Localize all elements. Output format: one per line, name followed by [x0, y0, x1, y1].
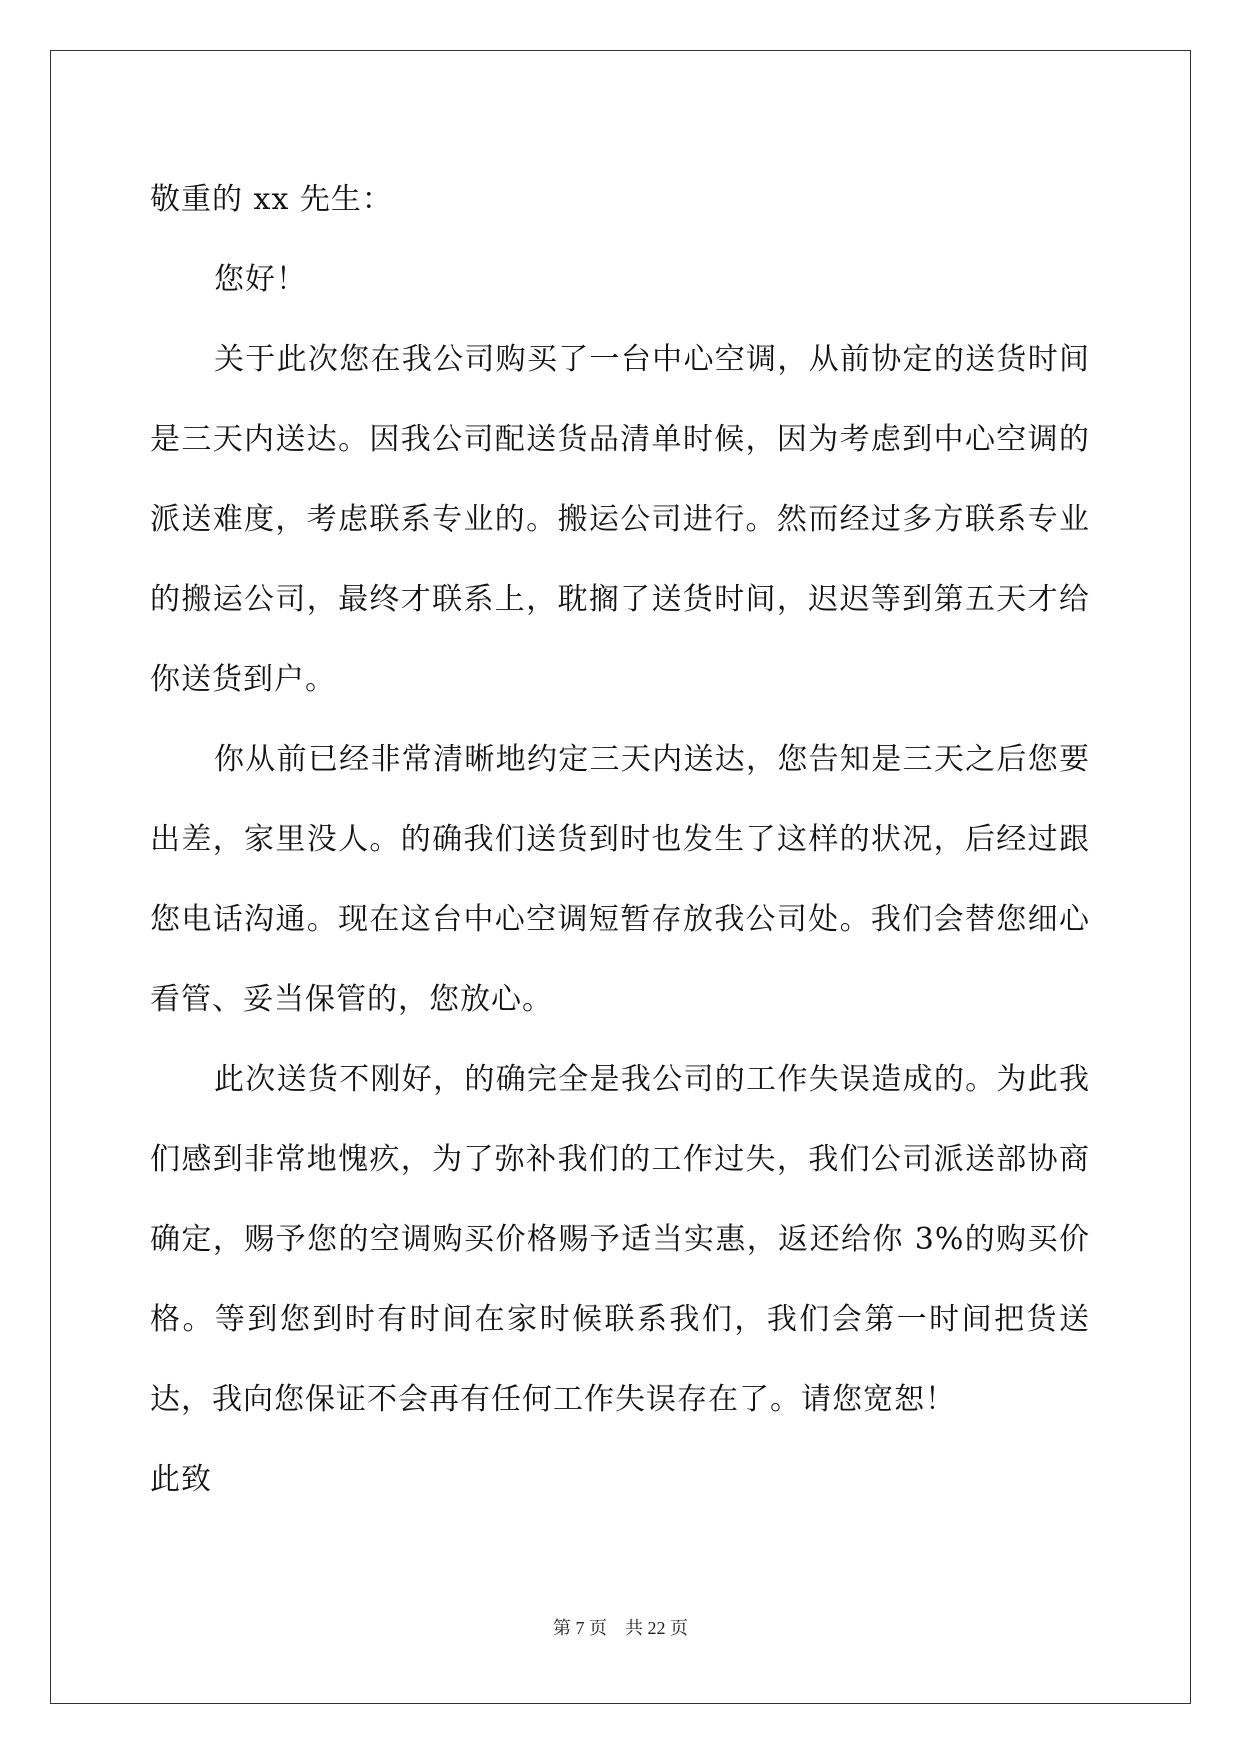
current-page-label: 第 7 页 — [553, 1618, 607, 1638]
paragraph-3: 此次送货不刚好，的确完全是我公司的工作失误造成的。为此我们感到非常地愧疚，为了弥补我们的工作过失，我们公司派送部协商确定，赐予您的空调购买价格赐予适当实惠，返还给你 3%的购买价格。等到您到时有时间在家时候联系我们，我们会第一时间把货送达，我向您保证不会再有任何工作失误存在了。请您宽恕！ — [150, 1062, 1090, 1417]
paragraph-2: 你从前已经非常清晰地约定三天内送达，您告知是三天之后您要出差，家里没人。的确我们送货到时也发生了这样的状况，后经过跟您电话沟通。现在这台中心空调短暂存放我公司处。我们会替您细心看管、妥当保管的，您放心。 — [150, 742, 1090, 1017]
salutation: 敬重的 xx 先生： — [150, 182, 393, 217]
letter-body — [150, 160, 1090, 1520]
paragraph-1: 关于此次您在我公司购买了一台中心空调，从前协定的送货时间是三天内送达。因我公司配送货品清单时候，因为考虑到中心空调的派送难度，考虑联系专业的。搬运公司进行。然而经过多方联系专业的搬运公司，最终才联系上，耽搁了送货时间，迟迟等到第五天才给你送货到户。 — [150, 342, 1090, 697]
greeting: 您好！ — [214, 262, 307, 297]
closing: 此致 — [150, 1462, 212, 1497]
page-footer — [0, 1614, 1241, 1640]
total-pages-label: 共 22 页 — [625, 1618, 688, 1638]
